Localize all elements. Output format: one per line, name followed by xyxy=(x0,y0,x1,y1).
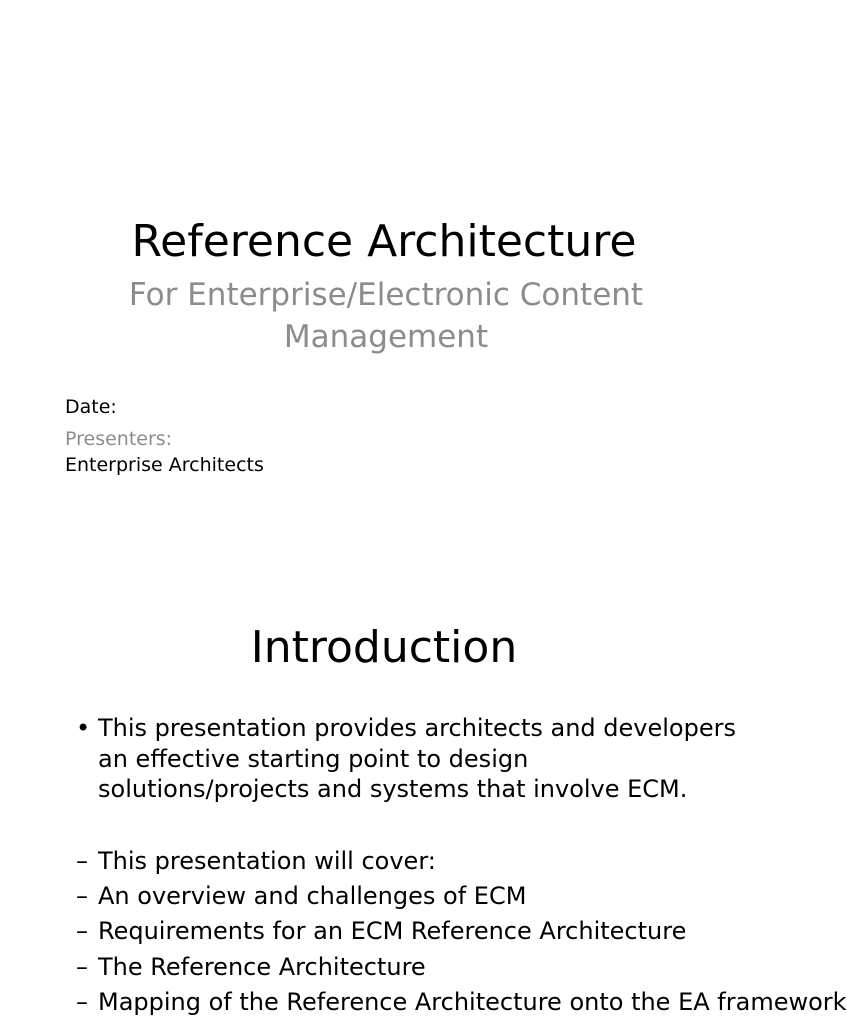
date-label: Date: xyxy=(65,396,117,418)
list-item xyxy=(76,987,847,1022)
intro-bullet xyxy=(76,713,736,805)
introduction-slide xyxy=(0,576,847,1024)
list-item-text: An overview and challenges of ECM xyxy=(98,882,527,911)
bullet-text: This presentation provides architects and developers an effective starting point to design solutions/projects and systems that involve ECM. xyxy=(98,714,736,803)
dash-icon: – xyxy=(76,952,88,981)
list-item-text: Mapping of the Reference Architecture onto the EA framework xyxy=(98,987,847,1016)
dash-icon: – xyxy=(76,847,88,875)
list-item xyxy=(76,846,736,881)
list-item xyxy=(76,881,736,916)
presenters-names: Enterprise Architects xyxy=(65,454,264,476)
list-item-text: The Reference Architecture xyxy=(98,952,426,981)
slide-title: Reference Architecture xyxy=(131,216,637,267)
bullet-icon: • xyxy=(76,714,91,742)
list-item-text: Requirements for an ECM Reference Architecture xyxy=(98,917,687,946)
list-item xyxy=(76,952,736,987)
dash-icon: – xyxy=(76,882,88,911)
slide-subtitle: For Enterprise/Electronic Content Management xyxy=(128,277,644,355)
sub-item-list xyxy=(76,846,847,1022)
dash-icon: – xyxy=(76,987,88,1016)
list-item-text: This presentation will cover: xyxy=(98,847,436,875)
dash-icon: – xyxy=(76,917,88,946)
introduction-title: Introduction xyxy=(250,622,518,673)
list-item xyxy=(76,916,736,951)
presenters-label: Presenters: xyxy=(65,428,173,450)
